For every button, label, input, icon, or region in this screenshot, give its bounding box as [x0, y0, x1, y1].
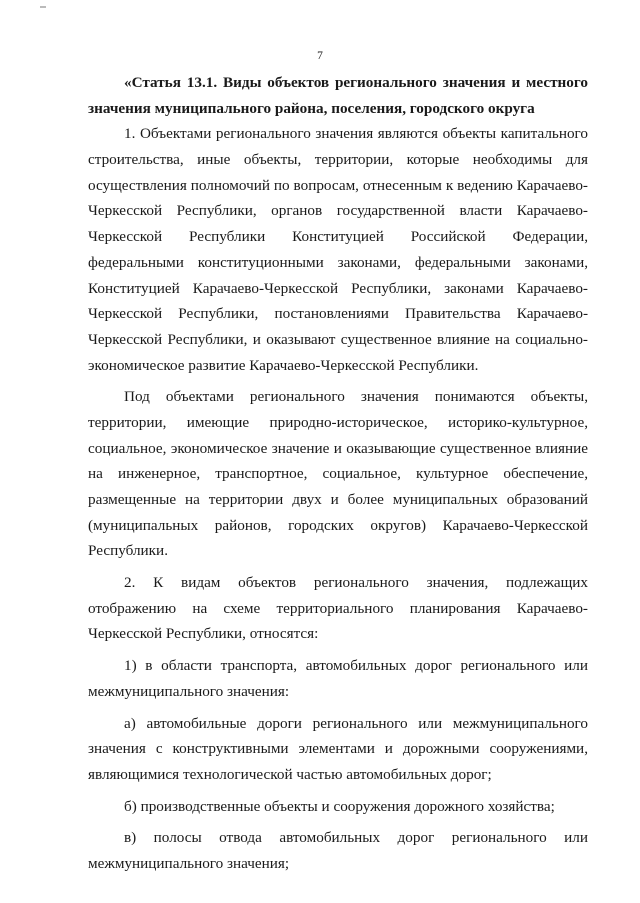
paragraph-line: осуществления полномочий по вопросам, отнесенным к ведению Карачаево-: [88, 176, 588, 194]
paragraph-line: Черкесской Республики, и оказывают существенное влияние на социально-: [88, 330, 588, 348]
list-item-line: 1) в области транспорта, автомобильных дорог регионального или: [124, 657, 588, 675]
list-item-line: межмуниципального значения;: [88, 854, 290, 872]
paragraph-line: Под объектами регионального значения понимаются объекты,: [124, 388, 588, 406]
paragraph-line: отображению на схеме территориального планирования Карачаево-: [88, 599, 588, 617]
paragraph-line: 2. К видам объектов регионального значения, подлежащих: [124, 574, 588, 592]
paragraph-line: Черкесской Республики, постановлениями Правительства Карачаево-: [88, 305, 588, 323]
paragraph-line: размещенные на территории двух и более муниципальных образований: [88, 491, 588, 508]
list-item-line: б) производственные объекты и сооружения дорожного хозяйства;: [124, 797, 555, 815]
paragraph-line: Черкесской Республики, относятся:: [88, 625, 319, 643]
scan-artifact: [40, 6, 46, 8]
paragraph-line: 1. Объектами регионального значения являются объекты капитального: [124, 125, 588, 143]
page-number: 7: [317, 50, 323, 62]
list-item-line: межмуниципального значения:: [88, 682, 290, 700]
paragraph-line: строительства, иные объекты, территории, которые необходимы для: [88, 151, 588, 169]
document-body: [88, 70, 588, 877]
paragraph-line: Черкесской Республики, органов государственной власти Карачаево-: [88, 202, 588, 220]
paragraph-line: экономическое развитие Карачаево-Черкесской Республики.: [88, 356, 479, 374]
list-item-line: а) автомобильные дороги регионального или межмуниципального: [124, 714, 588, 732]
list-item-line: являющимися технологической частью автомобильных дорог;: [88, 765, 492, 783]
list-item-line: значения с конструктивными элементами и дорожными сооружениями,: [88, 740, 588, 758]
article-title-line-1: «Статья 13.1. Виды объектов регионального значения и местного: [124, 74, 588, 91]
paragraph-line: (муниципальных районов, городских округов) Карачаево-Черкесской: [88, 516, 588, 534]
paragraph-line: Черкесской Республики Конституцией Российской Федерации,: [88, 228, 588, 246]
paragraph-line: Конституцией Карачаево-Черкесской Республики, законами Карачаево-: [88, 279, 588, 297]
paragraph-line: территории, имеющие природно-историческое, историко-культурное,: [88, 413, 588, 431]
paragraph-line: социальное, экономическое значение и оказывающие существенное влияние: [88, 439, 588, 457]
paragraph-line: на инженерное, транспортное, социальное, культурное обеспечение,: [88, 465, 588, 483]
list-item-line: в) полосы отвода автомобильных дорог регионального или: [124, 829, 588, 847]
paragraph-line: Республики.: [88, 542, 168, 560]
article-title-line-2: значения муниципального района, поселения, городского округа: [88, 99, 535, 117]
paragraph-line: федеральными конституционными законами, федеральными законами,: [88, 253, 588, 271]
